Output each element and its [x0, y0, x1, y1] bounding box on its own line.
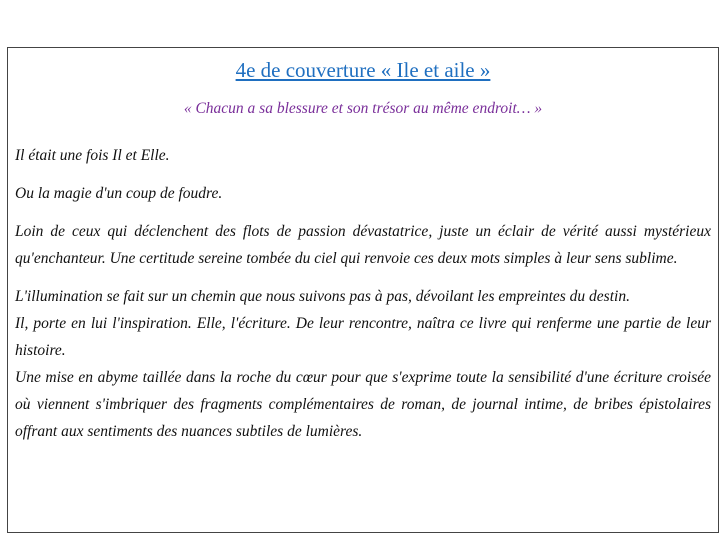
page-title-link[interactable]: 4e de couverture « Ile et aile »: [235, 58, 491, 82]
paragraph-6: Une mise en abyme taillée dans la roche du cœur pour que s'exprime toute la sensibilité d'une écriture croisée où viennent s'imbriquer des fragments complémentaires de roman, de journal intime, de bribes épistolaires offrant aux sentiments des nuances subtiles de lumières.: [15, 369, 711, 440]
paragraph-4: L'illumination se fait sur un chemin que nous suivons pas à pas, dévoilant les empreintes du destin.: [15, 288, 630, 305]
body-text: [15, 142, 711, 445]
paragraph-5: Il, porte en lui l'inspiration. Elle, l'écriture. De leur rencontre, naîtra ce livre qui renferme une partie de leur histoire.: [15, 315, 711, 359]
paragraph-2: Ou la magie d'un coup de foudre.: [15, 185, 223, 202]
paragraph-1: Il était une fois Il et Elle.: [15, 147, 170, 164]
title-line: [15, 57, 711, 83]
paragraph-3: Loin de ceux qui déclenchent des flots de passion dévastatrice, juste un éclair de vérité aussi mystérieux qu'enchanteur. Une certitude sereine tombée du ciel qui renvoie ces deux mots simples à leur sens sublime.: [15, 223, 711, 267]
back-cover-frame: [7, 47, 719, 533]
subtitle-quote: « Chacun a sa blessure et son trésor au même endroit… »: [183, 100, 543, 117]
